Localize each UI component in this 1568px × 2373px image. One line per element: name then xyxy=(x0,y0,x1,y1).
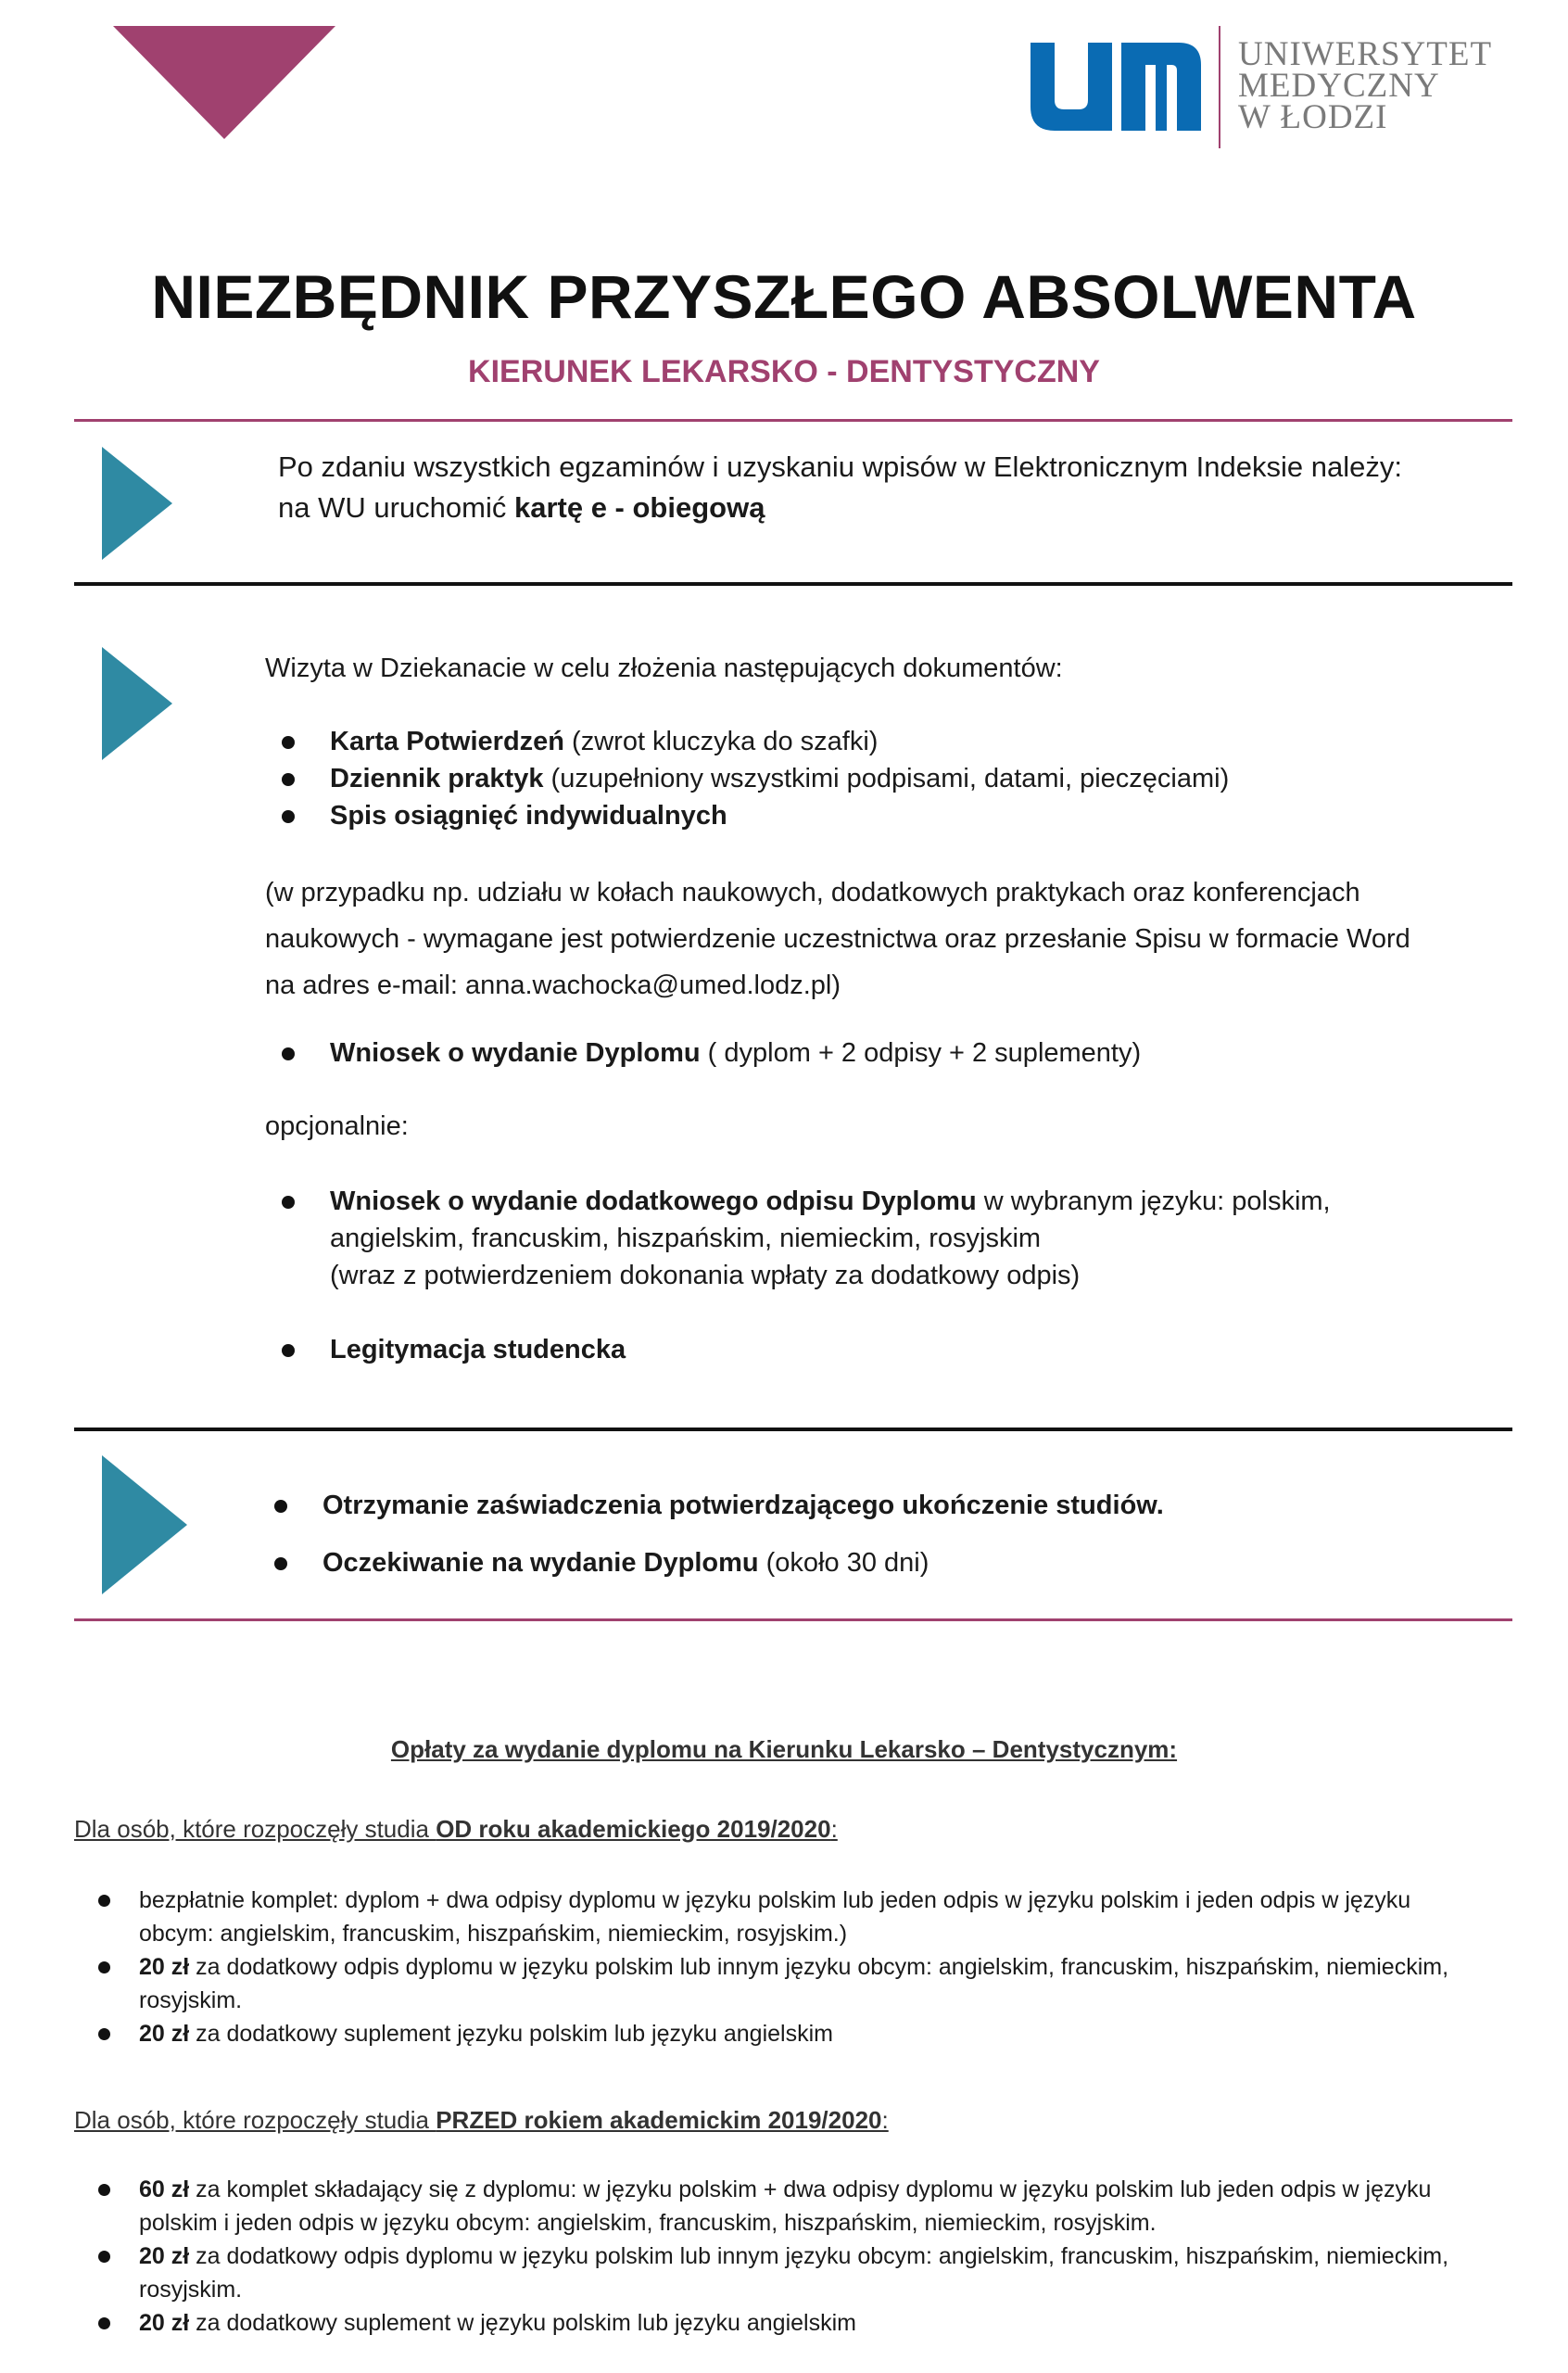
fees-group-heading xyxy=(74,1815,838,1844)
optional-list xyxy=(278,1183,1427,1294)
doc-note: w wybranym języku: polskim, xyxy=(976,1186,1331,1216)
fee-description: bezpłatnie komplet: dyplom + dwa odpisy dyplomu w języku polskim lub jeden odpis w języku polskim i jeden odpis w języku obcym: angielskim, francuskim, hiszpańskim, niemieckim, rosyjskim.) xyxy=(139,1887,1411,1947)
list-item xyxy=(278,1183,1427,1294)
diploma-request-list xyxy=(278,1034,1141,1072)
heading-suffix: : xyxy=(881,2106,889,2134)
note-line: naukowych - wymagane jest potwierdzenie uczestnictwa oraz przesłanie Spisu w formacie Word xyxy=(265,924,1410,954)
list-item xyxy=(93,2306,1483,2340)
fees-title: Opłaty za wydanie dyplomu na Kierunku Lekarsko – Dentystycznym: xyxy=(390,1735,1178,1763)
page-subtitle: KIERUNEK LEKARSKO - DENTYSTYCZNY xyxy=(468,354,1100,389)
step3-item: Oczekiwanie na wydanie Dyplomu xyxy=(322,1548,759,1578)
list-item xyxy=(278,760,1229,797)
step3-item: Otrzymanie zaświadczenia potwierdzającego ukończenie studiów. xyxy=(322,1491,1164,1520)
step1-line2 xyxy=(278,488,1402,528)
divider xyxy=(74,582,1512,586)
fee-description: za dodatkowy suplement w języku polskim lub języku angielskim xyxy=(189,2310,856,2336)
fee-amount: 20 zł xyxy=(139,2021,190,2047)
doc-note: (uzupełniony wszystkimi podpisami, datami, pieczęciami) xyxy=(543,764,1230,793)
step-arrow-icon xyxy=(102,1455,187,1594)
doc-name: Dziennik praktyk xyxy=(330,764,544,793)
step1-line1: Po zdaniu wszystkich egzaminów i uzyskaniu wpisów w Elektronicznym Indeksie należy: xyxy=(278,450,1402,483)
note-line: (w przypadku np. udziału w kołach naukowych, dodatkowych praktykach oraz konferencjach xyxy=(265,878,1360,907)
step-arrow-icon xyxy=(102,647,172,760)
list-item xyxy=(278,797,1229,834)
doc-name: Legitymacja studencka xyxy=(330,1335,626,1364)
doc-note: ( dyplom + 2 odpisy + 2 suplementy) xyxy=(700,1038,1142,1068)
e-card-label: kartę e - obiegową xyxy=(513,491,765,524)
step2-intro: Wizyta w Dziekanacie w celu złożenia następujących dokumentów: xyxy=(265,654,1063,683)
doc-name: Karta Potwierdzeń xyxy=(330,727,564,756)
logo-divider xyxy=(1219,26,1220,148)
documents-list xyxy=(278,723,1229,834)
fee-amount: 60 zł xyxy=(139,2176,190,2202)
list-item xyxy=(278,1034,1141,1072)
step3-note: (około 30 dni) xyxy=(758,1548,929,1578)
list-item xyxy=(93,1884,1483,1950)
decorative-triangle-icon xyxy=(113,26,335,139)
list-item xyxy=(93,2173,1483,2240)
fee-description: za dodatkowy odpis dyplomu w języku polskim lub innym języku obcym: angielskim, francuskim, hiszpańskim, niemieckim, rosyjskim. xyxy=(139,2243,1449,2303)
fees-list xyxy=(93,2173,1483,2340)
step-arrow-icon xyxy=(102,447,172,560)
page-title: NIEZBĘDNIK PRZYSZŁEGO ABSOLWENTA xyxy=(151,262,1417,331)
fee-amount: 20 zł xyxy=(139,2243,190,2269)
divider xyxy=(74,419,1512,422)
doc-name: Wniosek o wydanie Dyplomu xyxy=(330,1038,701,1068)
step1-text xyxy=(278,447,1402,528)
um-logo-mark-icon xyxy=(1031,43,1201,131)
fee-description: za dodatkowy odpis dyplomu w języku polskim lub innym języku obcym: angielskim, francuskim, hiszpańskim, niemieckim, rosyjskim. xyxy=(139,1954,1449,2013)
final-steps-list xyxy=(271,1487,1164,1581)
fee-amount: 20 zł xyxy=(139,1954,190,1980)
doc-note: (wraz z potwierdzeniem dokonania wpłaty za dodatkowy odpis) xyxy=(330,1261,1081,1290)
list-item xyxy=(271,1487,1164,1524)
heading-bold: OD roku akademickiego 2019/2020 xyxy=(436,1815,831,1843)
doc-note: angielskim, francuskim, hiszpańskim, niemieckim, rosyjskim xyxy=(330,1224,1042,1253)
doc-name: Wniosek o wydanie dodatkowego odpisu Dyplomu xyxy=(330,1186,977,1216)
university-logo xyxy=(1031,26,1512,151)
fee-amount: 20 zł xyxy=(139,2310,190,2336)
fee-description: za komplet składający się z dyplomu: w języku polskim + dwa odpisy dyplomu w języku polskim lub jeden odpis w języku polskim i jeden odpis w języku obcym: angielskim, francuskim, hiszpańskim, niemieckim, rosyjskim. xyxy=(139,2176,1432,2236)
logo-wordmark xyxy=(1238,35,1493,136)
list-item xyxy=(278,1331,626,1368)
logo-line-1: UNIWERSYTET xyxy=(1238,35,1493,73)
fees-group-heading xyxy=(74,2106,889,2135)
logo-line-2: MEDYCZNY xyxy=(1238,67,1440,105)
step1-line2-prefix: na WU uruchomić xyxy=(278,491,514,524)
divider xyxy=(74,1428,1512,1431)
doc-note: (zwrot kluczyka do szafki) xyxy=(564,727,879,756)
heading-suffix: : xyxy=(830,1815,838,1843)
fee-description: za dodatkowy suplement języku polskim lub języku angielskim xyxy=(189,2021,833,2047)
list-item xyxy=(93,2240,1483,2306)
divider xyxy=(74,1618,1512,1621)
note-line: na adres e-mail: anna.wachocka@umed.lodz.pl) xyxy=(265,971,841,1000)
doc-name: Spis osiągnięć indywidualnych xyxy=(330,801,727,831)
id-card-list xyxy=(278,1331,626,1368)
logo-line-3: W ŁODZI xyxy=(1238,98,1388,136)
heading-bold: PRZED rokiem akademickim 2019/2020 xyxy=(436,2106,882,2134)
fees-list xyxy=(93,1884,1483,2050)
list-item xyxy=(93,2017,1483,2050)
heading-prefix: Dla osób, które rozpoczęły studia xyxy=(74,2106,436,2134)
heading-prefix: Dla osób, które rozpoczęły studia xyxy=(74,1815,436,1843)
list-item xyxy=(271,1544,1164,1581)
achievements-note xyxy=(265,869,1410,1009)
list-item xyxy=(278,723,1229,760)
list-item xyxy=(93,1950,1483,2017)
optional-label: opcjonalnie: xyxy=(265,1111,409,1141)
